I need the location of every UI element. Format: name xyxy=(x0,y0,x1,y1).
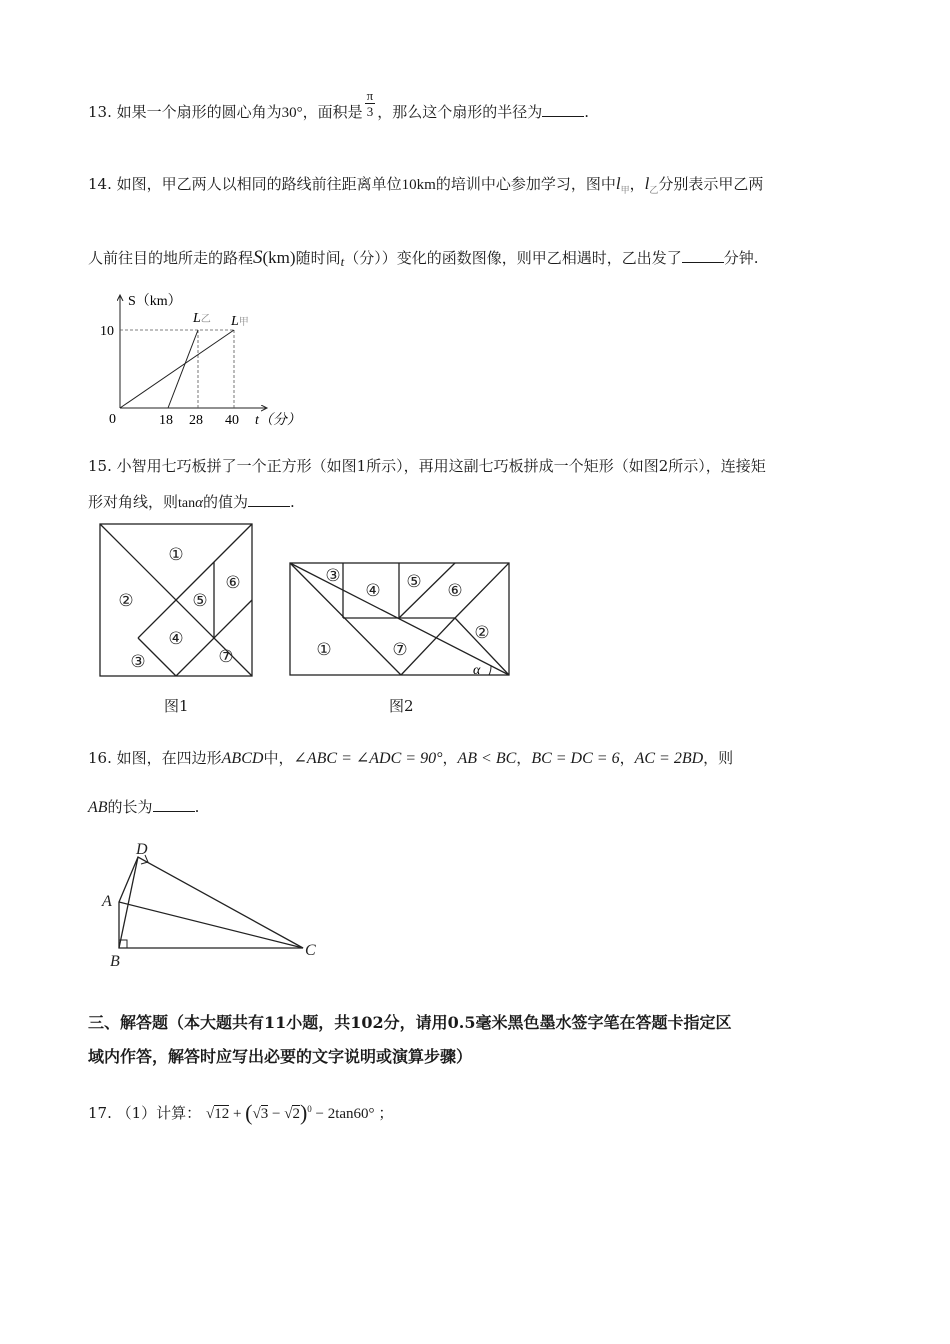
q17-plus: + xyxy=(232,1106,242,1122)
q13-frac-den: 3 xyxy=(366,103,374,119)
fig2-piece-3: ③ xyxy=(325,566,341,585)
y-tick-10: 10 xyxy=(100,324,114,339)
q17-exponent: 0 xyxy=(307,1104,312,1114)
fig2-piece-1: ① xyxy=(316,640,332,659)
fig2-alpha-label: α xyxy=(473,663,481,678)
q14-line1-a: 如图，甲乙两人以相同的路线前往距离单位 xyxy=(116,175,402,193)
origin-label: 0 xyxy=(109,412,116,427)
y-axis-label: S（km） xyxy=(128,294,182,309)
q15-tan: tan xyxy=(178,496,196,511)
q17-number: 17. xyxy=(88,1104,112,1122)
fig2-alpha-arc xyxy=(489,666,491,675)
fig1-piece-6: ⑥ xyxy=(225,573,241,592)
q17-sqrt3: 3 xyxy=(260,1106,269,1122)
q15-line1: 小智用七巧板拼了一个正方形（如图1所示），再用这副七巧板拼成一个矩形（如图2所示），连接矩 xyxy=(116,457,766,475)
fig2-caption: 图2 xyxy=(389,697,414,715)
q14-line2-c: （分））变化的函数图像，则甲乙相遇时，乙出发了 xyxy=(344,249,682,267)
fig1-piece-3: ③ xyxy=(130,652,146,671)
fig2-piece-4: ④ xyxy=(365,581,381,600)
l-jia-letter: L xyxy=(231,314,239,329)
q14-t-symbol: t xyxy=(340,254,345,269)
q15-alpha: α xyxy=(195,495,203,511)
q16-sep3: ， xyxy=(619,749,635,767)
question-15-line2 xyxy=(88,492,295,514)
vertex-b: B xyxy=(110,953,120,970)
q15-line2-b: 的值为 xyxy=(203,493,249,511)
q13-number: 13. xyxy=(88,103,112,121)
x-tick-40: 40 xyxy=(225,413,239,428)
question-16-line2 xyxy=(88,797,199,818)
l-yi-label xyxy=(192,311,211,326)
q17-sqrt2: 2 xyxy=(292,1106,300,1122)
l-yi-subscript: 乙 xyxy=(200,314,211,325)
q17-expression xyxy=(205,1100,378,1125)
tangram-rectangle-figure xyxy=(289,562,513,678)
fig1-piece-1: ① xyxy=(168,545,184,564)
quadrilateral-figure xyxy=(98,838,328,970)
fig1-piece-7: ⑦ xyxy=(218,647,234,666)
q14-l-jia-sub: 甲 xyxy=(620,186,630,196)
q16-sep2: ， xyxy=(516,749,532,767)
q14-distance: 10km xyxy=(401,177,436,193)
q14-answer-blank[interactable] xyxy=(682,248,724,263)
q14-line2-b: 随时间 xyxy=(295,249,341,267)
vertex-c: C xyxy=(305,942,316,959)
fig2-piece-5: ⑤ xyxy=(406,572,422,591)
fig1-piece-2: ② xyxy=(118,591,134,610)
q13-fraction xyxy=(365,88,376,119)
q17-end: ； xyxy=(378,1104,394,1122)
q17-sqrt12: 12 xyxy=(214,1106,230,1122)
q14-number: 14. xyxy=(88,175,112,193)
q16-cond3: BC = DC = 6 xyxy=(531,750,620,767)
q14-s-symbol: S xyxy=(253,247,263,268)
sqrt-icon: √ xyxy=(284,1106,293,1122)
line-l-yi xyxy=(168,330,198,408)
question-17 xyxy=(88,1096,393,1127)
question-14-line1 xyxy=(88,174,763,201)
q14-line1-b: 的培训中心参加学习，图中 xyxy=(435,175,616,193)
q17-minus: − xyxy=(271,1106,281,1122)
quad-abcd xyxy=(119,857,303,948)
sqrt-icon: √ xyxy=(252,1106,261,1122)
vertex-a: A xyxy=(102,893,112,910)
sqrt-icon: √ xyxy=(205,1106,215,1122)
q14-s-unit: (km) xyxy=(262,248,296,267)
q16-ab: AB xyxy=(88,799,108,816)
q13-answer-blank[interactable] xyxy=(542,102,584,117)
q16-quad: ABCD xyxy=(221,750,264,767)
question-13 xyxy=(88,87,590,129)
q17-rparen: ) xyxy=(299,1100,308,1125)
q16-cond1: ∠ABC = ∠ADC = 90° xyxy=(293,750,443,767)
question-15-line1 xyxy=(88,456,766,476)
fig1-piece-4: ④ xyxy=(168,629,184,648)
question-16-line1 xyxy=(88,748,733,769)
section-3-heading-line2: 域内作答，解答时应写出必要的文字说明或演算步骤） xyxy=(88,1047,473,1066)
q16-end: . xyxy=(194,798,200,816)
q14-line2-a: 人前往目的地所走的路程 xyxy=(88,249,254,267)
question-14-line2 xyxy=(88,248,759,269)
q17-part: （1）计算： xyxy=(116,1104,202,1122)
line-l-jia xyxy=(120,330,234,408)
l-yi-letter: L xyxy=(193,311,201,326)
q15-line2-a: 形对角线，则 xyxy=(88,493,179,511)
fig2-piece-6: ⑥ xyxy=(447,581,463,600)
q17-lparen: ( xyxy=(245,1100,253,1125)
x-tick-18: 18 xyxy=(159,413,173,428)
distance-time-graph xyxy=(95,290,315,430)
fig1-caption: 图1 xyxy=(164,697,189,715)
vertex-d: D xyxy=(136,841,148,858)
q14-l-yi-sub: 乙 xyxy=(649,186,659,196)
q16-line1-a: 如图，在四边形 xyxy=(116,749,222,767)
fig2-piece-2: ② xyxy=(474,623,490,642)
q14-line2-d: 分钟. xyxy=(723,249,759,267)
q15-number: 15. xyxy=(88,457,112,475)
q16-line1-b: 中， xyxy=(263,749,294,767)
q13-end: . xyxy=(584,103,590,121)
tangram-square-figure xyxy=(99,523,255,679)
section-3-heading-line1: 三、解答题（本大题共有11小题，共102分，请用0.5毫米黑色墨水签字笔在答题卡指定区 xyxy=(88,1013,732,1032)
q13-text-c: ，那么这个扇形的半径为 xyxy=(377,103,543,121)
q14-l-yi-symbol: l xyxy=(644,174,650,193)
x-tick-28: 28 xyxy=(189,413,203,428)
q16-number: 16. xyxy=(88,749,112,767)
q16-cond4: AC = 2BD xyxy=(634,750,704,767)
q15-answer-blank[interactable] xyxy=(248,492,290,507)
diagonal-ac xyxy=(119,902,303,948)
q14-sep: ， xyxy=(629,175,645,193)
q14-line1-c: 分别表示甲乙两 xyxy=(658,175,764,193)
q16-line1-c: ，则 xyxy=(703,749,734,767)
q13-text-b: ，面积是 xyxy=(302,103,363,121)
q16-line2-a: 的长为 xyxy=(107,798,153,816)
q13-text-a: 如果一个扇形的圆心角为 xyxy=(116,103,282,121)
q13-frac-num: π xyxy=(366,87,374,103)
fig1-piece-5: ⑤ xyxy=(192,591,208,610)
q14-l-jia-symbol: l xyxy=(615,174,621,193)
q16-sep1: ， xyxy=(442,749,458,767)
x-axis-label: t（分） xyxy=(255,413,301,428)
q13-angle: 30° xyxy=(281,105,303,121)
fig2-piece-7: ⑦ xyxy=(392,640,408,659)
q16-cond2: AB < BC xyxy=(457,750,517,767)
q17-tail: − 2tan60° xyxy=(315,1106,375,1122)
l-jia-label xyxy=(230,314,249,329)
q16-answer-blank[interactable] xyxy=(153,797,195,812)
q15-end: . xyxy=(290,493,295,511)
l-jia-subscript: 甲 xyxy=(238,317,249,328)
